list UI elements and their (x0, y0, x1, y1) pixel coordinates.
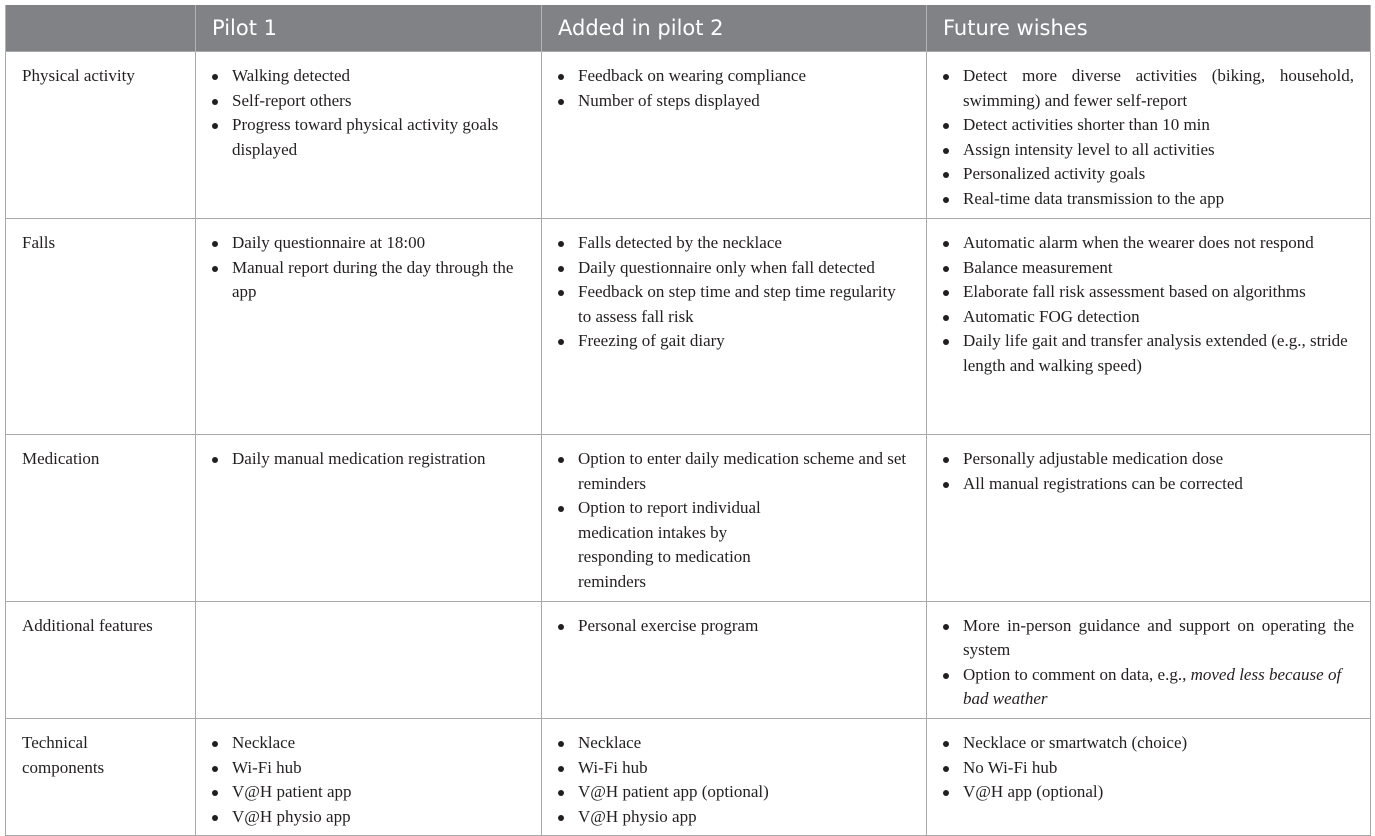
list-item: V@H patient app (212, 780, 525, 805)
future-cell (927, 435, 1371, 602)
pilot1-cell (196, 435, 542, 602)
table-row (6, 718, 1371, 835)
list-item: Walking detected (212, 64, 525, 89)
list-item: Option to comment on data, e.g., moved less because of bad weather (943, 663, 1354, 712)
comparison-table (5, 5, 1371, 836)
list-item: V@H patient app (optional) (558, 780, 910, 805)
bullet-icon (943, 482, 949, 488)
row-label: Medication (6, 435, 196, 602)
bullet-icon (212, 241, 218, 247)
future-cell (927, 52, 1371, 219)
list-item: Automatic alarm when the wearer does not respond (943, 231, 1354, 256)
pilot1-cell (196, 219, 542, 435)
bullet-icon (558, 339, 564, 345)
bullet-icon (943, 766, 949, 772)
bullet-icon (943, 624, 949, 630)
list-item: Wi-Fi hub (212, 756, 525, 781)
bullet-icon (943, 673, 949, 679)
bullet-icon (943, 148, 949, 154)
bullet-icon (943, 266, 949, 272)
bullet-icon (558, 457, 564, 463)
future-cell (927, 601, 1371, 718)
bullet-icon (943, 74, 949, 80)
table-row (6, 435, 1371, 602)
list-item: V@H physio app (558, 805, 910, 830)
list-item: Necklace (558, 731, 910, 756)
header-cell-pilot-1: Pilot 1 (196, 5, 542, 52)
list-item: Manual report during the day through the app (212, 256, 525, 305)
bullet-icon (212, 815, 218, 821)
list-item: Necklace or smartwatch (choice) (943, 731, 1354, 756)
bullet-icon (212, 741, 218, 747)
list-item: Detect activities shorter than 10 min (943, 113, 1354, 138)
list-item: Freezing of gait diary (558, 329, 910, 354)
table-row (6, 52, 1371, 219)
list-item: Self-report others (212, 89, 525, 114)
header-cell-pilot-2: Added in pilot 2 (542, 5, 927, 52)
list-item: Personal exercise program (558, 614, 910, 639)
list-item: Feedback on wearing compliance (558, 64, 910, 89)
list-item: All manual registrations can be corrected (943, 472, 1354, 497)
bullet-icon (558, 624, 564, 630)
list-item: More in-person guidance and support on operating the system (943, 614, 1354, 663)
bullet-icon (943, 197, 949, 203)
pilot1-cell (196, 52, 542, 219)
list-item: V@H app (optional) (943, 780, 1354, 805)
bullet-icon (212, 266, 218, 272)
bullet-icon (212, 99, 218, 105)
list-item: Elaborate fall risk assessment based on algorithms (943, 280, 1354, 305)
bullet-icon (558, 790, 564, 796)
pilot2-cell (542, 718, 927, 835)
row-label: Physical activity (6, 52, 196, 219)
bullet-icon (212, 74, 218, 80)
list-item: Option to report individual medication intakes by responding to medication reminders (558, 496, 910, 594)
list-item: Necklace (212, 731, 525, 756)
pilot2-cell (542, 52, 927, 219)
bullet-icon (212, 457, 218, 463)
list-item: Daily life gait and transfer analysis extended (e.g., stride length and walking speed) (943, 329, 1354, 378)
list-item: Real-time data transmission to the app (943, 187, 1354, 212)
table-row (6, 601, 1371, 718)
list-item: No Wi-Fi hub (943, 756, 1354, 781)
bullet-icon (212, 766, 218, 772)
bullet-icon (943, 741, 949, 747)
future-cell (927, 219, 1371, 435)
list-item: Progress toward physical activity goals displayed (212, 113, 525, 162)
bullet-icon (558, 766, 564, 772)
bullet-icon (212, 790, 218, 796)
bullet-icon (943, 339, 949, 345)
bullet-icon (558, 99, 564, 105)
table-row (6, 219, 1371, 435)
bullet-icon (943, 290, 949, 296)
bullet-icon (558, 266, 564, 272)
row-label: Additional features (6, 601, 196, 718)
bullet-icon (943, 457, 949, 463)
list-item: Daily questionnaire at 18:00 (212, 231, 525, 256)
future-cell (927, 718, 1371, 835)
pilot2-cell (542, 601, 927, 718)
bullet-icon (558, 290, 564, 296)
list-item: Daily questionnaire only when fall detected (558, 256, 910, 281)
bullet-icon (558, 506, 564, 512)
list-item: Daily manual medication registration (212, 447, 525, 472)
bullet-icon (943, 790, 949, 796)
bullet-icon (558, 815, 564, 821)
header-cell-empty (6, 5, 196, 52)
list-item: Number of steps displayed (558, 89, 910, 114)
list-item: Personally adjustable medication dose (943, 447, 1354, 472)
example-italic: moved less because of bad weather (963, 664, 1342, 709)
list-item: Detect more diverse activities (biking, household, swimming) and fewer self-report (943, 64, 1354, 113)
list-item: Wi-Fi hub (558, 756, 910, 781)
header-row (6, 5, 1371, 52)
bullet-icon (558, 241, 564, 247)
list-item: Falls detected by the necklace (558, 231, 910, 256)
list-item: Option to enter daily medication scheme and set reminders (558, 447, 910, 496)
list-item: V@H physio app (212, 805, 525, 830)
pilot1-cell (196, 718, 542, 835)
list-item: Assign intensity level to all activities (943, 138, 1354, 163)
bullet-icon (212, 123, 218, 129)
pilot2-cell (542, 435, 927, 602)
table-container (5, 5, 1371, 836)
list-item: Balance measurement (943, 256, 1354, 281)
list-item: Feedback on step time and step time regularity to assess fall risk (558, 280, 910, 329)
bullet-icon (943, 172, 949, 178)
bullet-icon (943, 315, 949, 321)
bullet-icon (558, 741, 564, 747)
row-label: Falls (6, 219, 196, 435)
list-item: Automatic FOG detection (943, 305, 1354, 330)
bullet-icon (943, 241, 949, 247)
pilot1-cell (196, 601, 542, 718)
header-cell-future-wishes: Future wishes (927, 5, 1371, 52)
bullet-icon (558, 74, 564, 80)
pilot2-cell (542, 219, 927, 435)
bullet-icon (943, 123, 949, 129)
row-label: Technical components (6, 718, 196, 835)
list-item: Personalized activity goals (943, 162, 1354, 187)
